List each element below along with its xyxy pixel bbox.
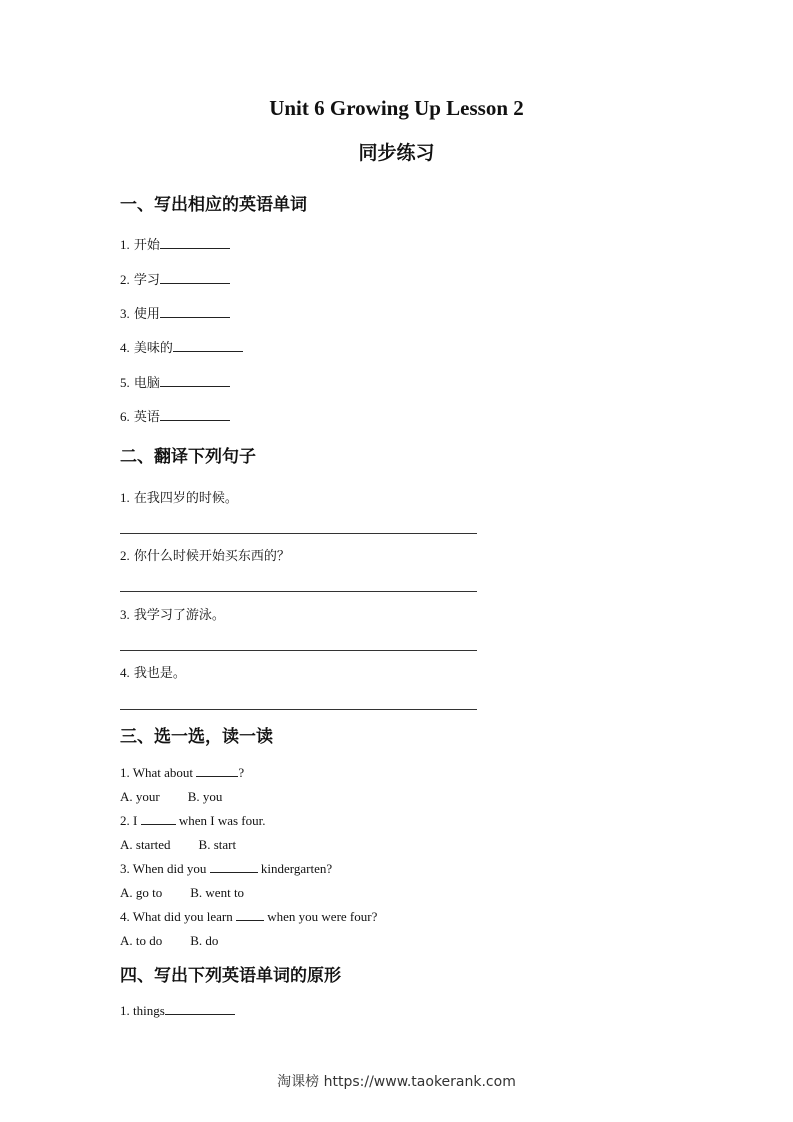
question-4 (120, 909, 377, 925)
options-2 (120, 837, 236, 853)
options-4 (120, 933, 218, 949)
item-text: 美味的 (133, 341, 173, 356)
list-item (120, 604, 225, 623)
item-text: 我也是。 (133, 666, 186, 681)
footer-watermark: 淘课榜 https://www.taokerank.com (277, 1074, 516, 1090)
item-number: 4. (120, 340, 130, 355)
page-title: Unit 6 Growing Up Lesson 2 (269, 96, 524, 120)
item-number: 1. (120, 1003, 130, 1018)
answer-blank[interactable] (196, 765, 238, 777)
item-number: 3. (120, 607, 130, 622)
item-text: 你什么时候开始买东西的？ (133, 549, 290, 564)
item-number: 1. (120, 490, 130, 505)
item-number: 3. (120, 306, 130, 321)
option-a[interactable]: A. your (120, 789, 160, 804)
question-3 (120, 861, 332, 877)
option-a[interactable]: A. started (120, 837, 171, 852)
options-1 (120, 789, 222, 805)
list-item (120, 406, 230, 425)
option-b[interactable]: B. went to (190, 885, 245, 900)
question-text: ? (238, 765, 245, 780)
answer-blank[interactable] (160, 408, 230, 421)
item-text: things (133, 1003, 165, 1018)
option-b[interactable]: B. you (187, 789, 223, 804)
list-item (120, 487, 238, 506)
answer-line[interactable] (120, 533, 477, 534)
item-text: 开始 (133, 238, 160, 253)
answer-line[interactable] (120, 709, 477, 710)
option-b[interactable]: B. start (198, 837, 237, 852)
list-item (120, 337, 243, 356)
question-text: 4. What did you learn (120, 909, 237, 924)
item-text: 使用 (133, 307, 160, 322)
item-text: 我学习了游泳。 (133, 608, 225, 623)
item-number: 4. (120, 665, 130, 680)
answer-blank[interactable] (160, 374, 230, 387)
question-text: kindergarten? (257, 861, 333, 876)
option-b[interactable]: B. do (190, 933, 219, 948)
question-text: when I was four. (175, 813, 266, 828)
option-a[interactable]: A. go to (120, 885, 163, 900)
answer-blank[interactable] (160, 236, 230, 249)
item-text: 学习 (133, 273, 160, 288)
answer-blank[interactable] (160, 271, 230, 284)
list-item (120, 372, 230, 391)
list-item (120, 303, 230, 322)
answer-blank[interactable] (210, 861, 258, 873)
item-number: 6. (120, 409, 130, 424)
answer-blank[interactable] (173, 339, 243, 352)
option-a[interactable]: A. to do (120, 933, 163, 948)
answer-line[interactable] (120, 591, 477, 592)
section-4-heading: 四、写出下列英语单词的原形 (120, 966, 341, 986)
answer-blank[interactable] (141, 813, 176, 825)
item-number: 1. (120, 237, 130, 252)
item-number: 2. (120, 272, 130, 287)
question-2 (120, 813, 266, 829)
item-number: 5. (120, 375, 130, 390)
answer-line[interactable] (120, 650, 477, 651)
options-3 (120, 885, 244, 901)
question-text: 2. I (120, 813, 141, 828)
list-item (120, 269, 230, 288)
section-1-heading: 一、写出相应的英语单词 (120, 195, 307, 215)
list-item (120, 234, 230, 253)
item-text: 在我四岁的时候。 (133, 491, 238, 506)
answer-blank[interactable] (236, 909, 264, 921)
item-number: 2. (120, 548, 130, 563)
answer-blank[interactable] (165, 1003, 235, 1015)
question-1 (120, 765, 244, 781)
question-text: when you were four? (264, 909, 378, 924)
page-subtitle: 同步练习 (358, 142, 435, 164)
question-text: 3. When did you (120, 861, 210, 876)
section-3-heading: 三、选一选，读一读 (120, 727, 273, 747)
list-item (120, 545, 290, 564)
question-text: 1. What about (120, 765, 197, 780)
item-text: 电脑 (133, 376, 160, 391)
item-text: 英语 (133, 410, 160, 425)
section-2-heading: 二、翻译下列句子 (120, 447, 256, 467)
answer-blank[interactable] (160, 305, 230, 318)
list-item (120, 1003, 235, 1019)
list-item (120, 662, 186, 681)
